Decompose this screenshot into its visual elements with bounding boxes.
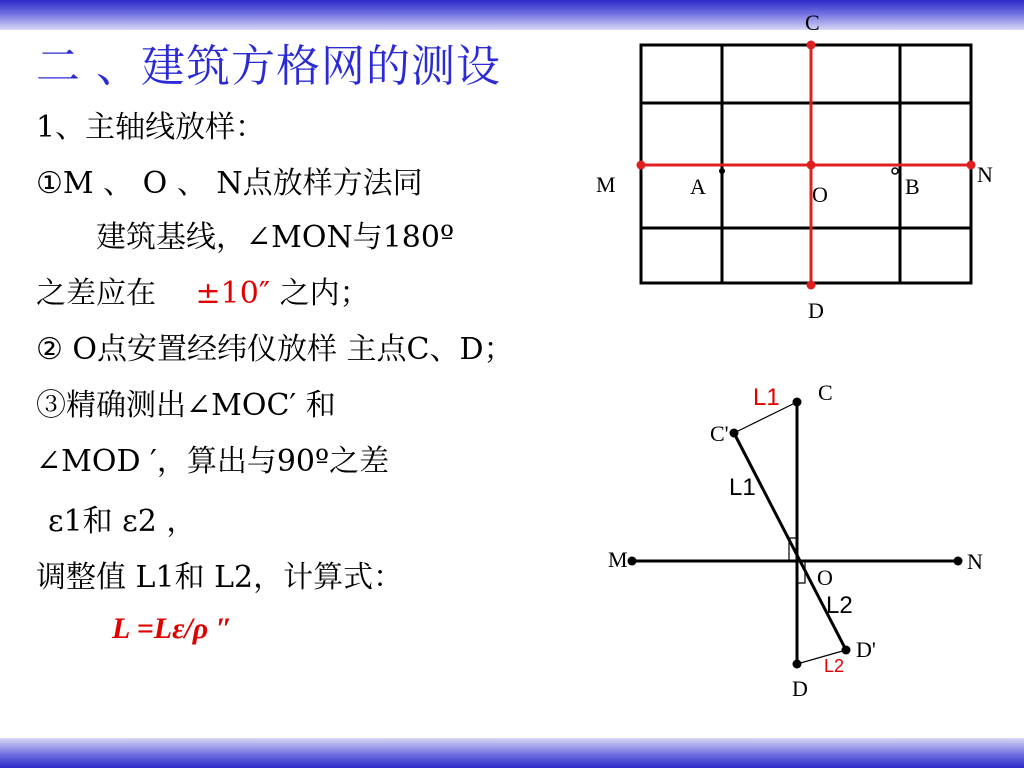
text-line-5: ② O点安置经纬仪放样 主点C、D； xyxy=(36,332,514,367)
formula: L =Lε/ρ ″ xyxy=(112,612,233,645)
point-c xyxy=(807,41,816,50)
text-line-4-a: 之差应在 xyxy=(36,276,166,311)
text-line-2: ①M 、 O 、 N点放样方法同 xyxy=(36,166,423,201)
label-l2-black: L2 xyxy=(826,592,853,619)
adj-point-cprime xyxy=(730,429,739,438)
grid-label-a: A xyxy=(690,174,706,199)
adj-point-d xyxy=(793,660,802,669)
text-line-1: 1、主轴线放样： xyxy=(36,110,266,145)
adj-label-d: D xyxy=(792,676,808,701)
adj-point-c xyxy=(793,398,802,407)
adj-label-cprime: C' xyxy=(710,421,729,446)
point-n xyxy=(967,161,976,170)
tolerance-value: ±10″ xyxy=(195,276,271,311)
point-m xyxy=(637,161,646,170)
grid-label-m: M xyxy=(596,172,616,197)
text-line-3: 建筑基线，∠MON与180º xyxy=(96,220,455,255)
grid-label-c: C xyxy=(805,10,820,35)
point-b xyxy=(892,168,898,174)
grid-label-n: N xyxy=(977,162,993,187)
label-l2-red: L2 xyxy=(824,656,845,676)
point-a xyxy=(719,168,725,174)
adjust-diagram xyxy=(632,402,958,664)
label-l1-red: L1 xyxy=(753,384,780,411)
grid-main-axes xyxy=(641,45,971,283)
grid-label-b: B xyxy=(905,174,920,199)
grid-label-d: D xyxy=(808,298,824,323)
adj-label-dprime: D' xyxy=(856,637,876,662)
text-line-8: ε1和 ε2 ， xyxy=(48,504,197,539)
point-o xyxy=(807,161,816,170)
slide-title: 二 、建筑方格网的测设 xyxy=(36,41,501,92)
adjust-thin-lines xyxy=(734,402,846,664)
adj-point-dprime xyxy=(842,646,851,655)
text-line-6: ③精确测出∠MOC′ 和 xyxy=(36,388,336,423)
text-line-9: 调整值 L1和 L2，计算式： xyxy=(36,560,404,595)
label-l1-black: L1 xyxy=(729,474,756,501)
point-d xyxy=(807,281,816,290)
text-line-7: ∠MOD ′，算出与90º之差 xyxy=(36,444,390,479)
adj-label-n: N xyxy=(967,549,983,574)
adj-label-m: M xyxy=(608,547,628,572)
adj-point-m xyxy=(628,557,637,566)
adj-point-n xyxy=(954,557,963,566)
adj-label-o: O xyxy=(817,565,833,590)
text-line-4-c: 之内； xyxy=(279,276,370,311)
adj-label-c: C xyxy=(818,380,833,405)
adjust-points xyxy=(628,398,963,669)
grid-label-o: O xyxy=(812,182,828,207)
